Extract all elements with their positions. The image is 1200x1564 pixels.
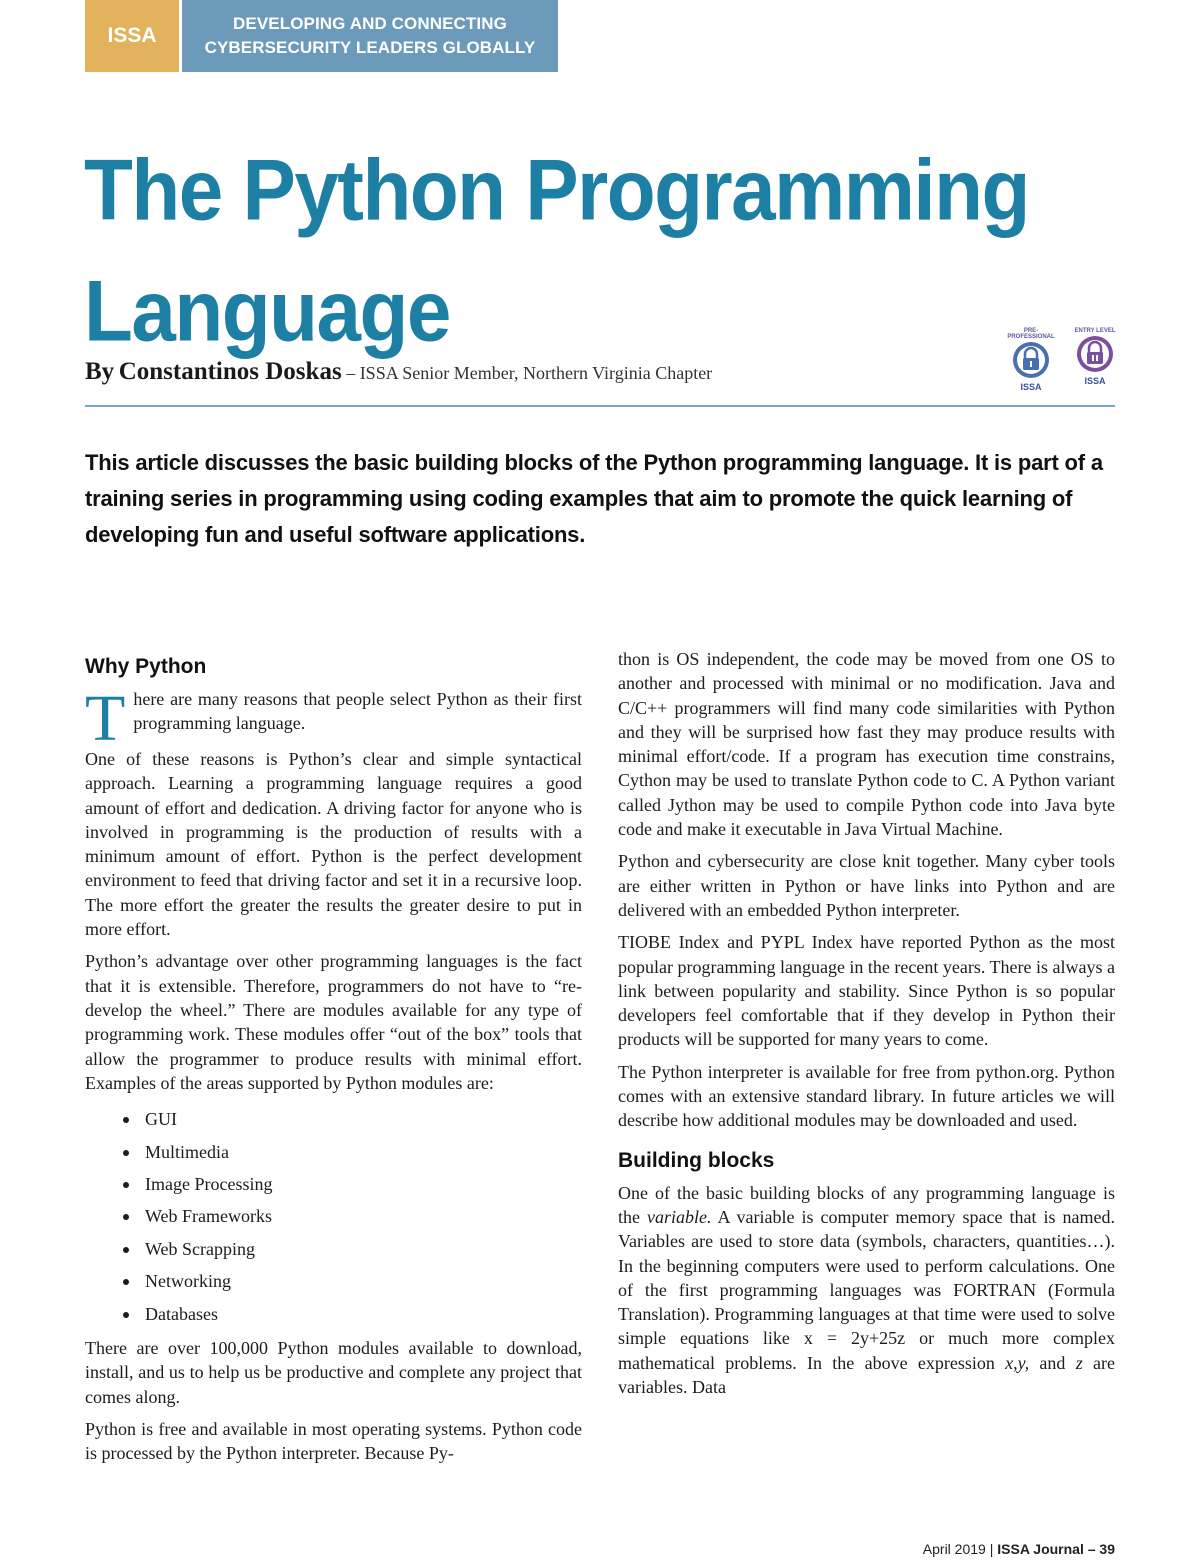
footer-separator: | [989,1541,994,1557]
page-footer [923,1541,1115,1557]
author-name: Constantinos Doskas [118,358,342,385]
paragraph-variables [618,1181,1115,1400]
badge-arc-text: ENTRY LEVEL [1074,328,1116,334]
text-run: A variable is computer memory space that is named. Variables are used to store data (symbols, characters, quantities…). In the beginning computers were used to perform calculations. One of the first programming languages was FORTRAN (Formula Translation). Programming languages at that time were used to solve simple equations like x = 2y+25z or much more complex mathematical problems. In the above expression [618,1206,1115,1373]
issa-label: ISSA [107,24,157,47]
list-item: GUI [123,1103,582,1135]
right-column [618,647,1115,1407]
lock-icon [1011,340,1051,380]
article-abstract: This article discusses the basic building blocks of the Python programming language. It is part of a training series in programming using coding examples that aim to promote the quick learning of developing fun and useful software applications. [85,450,1103,547]
list-item: Web Frameworks [123,1200,582,1232]
paragraph: Python is free and available in most operating systems. Python code is processed by the Python interpreter. Because Py- [85,1418,582,1464]
paragraph: TIOBE Index and PYPL Index have reported Python as the most popular programming language in the recent years. There is always a link between popularity and stability. Since Python is so popular developers feel comfortable that if they develop in Python their products will be supported for many years to come. [618,932,1115,1050]
paragraph: One of these reasons is Python’s clear and simple syntactical approach. Learning a programming language requires a good amount of effort and dedication. A driving factor for anyone who is involved in programming is the production of results with a minimum amount of effort. Python is the perfect development environment to feed that driving factor and set it in a recursive loop. The more effort the greater the results the greater desire to put in more effort. [85,749,582,940]
lock-icon [1075,334,1115,374]
modules-list [85,1103,582,1330]
title-line-2: Language [84,262,450,359]
list-item: Web Scrapping [123,1233,582,1265]
emphasis-text: variable. [647,1206,712,1227]
text-run: One of the basic building blocks of any programming language is the [618,1182,1115,1227]
paragraph-intro-text: here are many reasons that people select Python as their first programming language. [133,689,582,734]
paragraph: Python and cybersecurity are close knit together. Many cyber tools are either written in Python or have links into Python and are delivered with an embedded Python interpreter. [618,851,1115,920]
footer-journal: ISSA Journal – 39 [997,1541,1115,1557]
section-heading-why-python: Why Python [85,655,207,678]
article-title [84,130,1134,372]
byline-divider [85,405,1115,407]
list-item: Databases [123,1298,582,1330]
author-affiliation: – ISSA Senior Member, Northern Virginia Chapter [346,363,713,383]
paragraph: The Python interpreter is available for free from python.org. Python comes with an extensive standard library. In future articles we will describe how additional modules may be downloaded and used. [618,1061,1115,1131]
badge-org: ISSA [1020,382,1042,392]
section-heading-building-blocks: Building blocks [618,1148,775,1172]
tagline-line-2: CYBERSECURITY LEADERS GLOBALLY [204,38,536,57]
tagline-line-1: DEVELOPING AND CONNECTING [233,14,507,33]
list-item: Multimedia [123,1136,582,1168]
text-run: are variables. Data [618,1352,1115,1398]
tagline-box [182,0,558,72]
paragraph: thon is OS independent, the code may be moved from one OS to another and processed with minimal or no modification. Java and C/C++ programmers will find many code similarities with Python and they will be surprised how fast they may produce results with minimal effort/code. If a program has execution time constrains, Cython may be used to translate Python code to C. A Python variant called Jython may be used to compile Python code into Java byte code and make it executable in Java Virtual Machine. [618,649,1115,840]
drop-cap: T [85,682,126,755]
paragraph: Python’s advantage over other programming languages is the fact that it is extensible. Therefore, programmers do not have to “re-develop the wheel.” There are modules available for any type of programming work. These modules offer “out of the box” tools that allow the programmer to produce results with minimal effort. Examples of the areas supported by Python modules are: [85,951,582,1093]
level-badges [1005,328,1121,392]
entry-level-badge [1069,328,1121,392]
title-line-1: The Python Programming [84,141,1029,238]
pre-professional-badge [1005,328,1057,392]
byline-prefix: By [85,358,115,385]
text-run: and [1029,1352,1076,1373]
emphasis-text: z [1075,1352,1083,1373]
left-column [85,647,582,1473]
list-item: Image Processing [123,1168,582,1200]
issa-label-box [85,0,179,72]
emphasis-text: x,y, [1005,1352,1030,1373]
list-item: Networking [123,1265,582,1297]
badge-org: ISSA [1084,376,1106,386]
byline [85,358,712,386]
badge-arc-text: PRE-PROFESSIONAL [1007,328,1055,340]
paragraph: There are over 100,000 Python modules available to download, install, and us to help us be productive and complete any project that comes along. [85,1338,582,1407]
paragraph-intro [85,682,582,755]
footer-date: April 2019 [922,1541,986,1557]
